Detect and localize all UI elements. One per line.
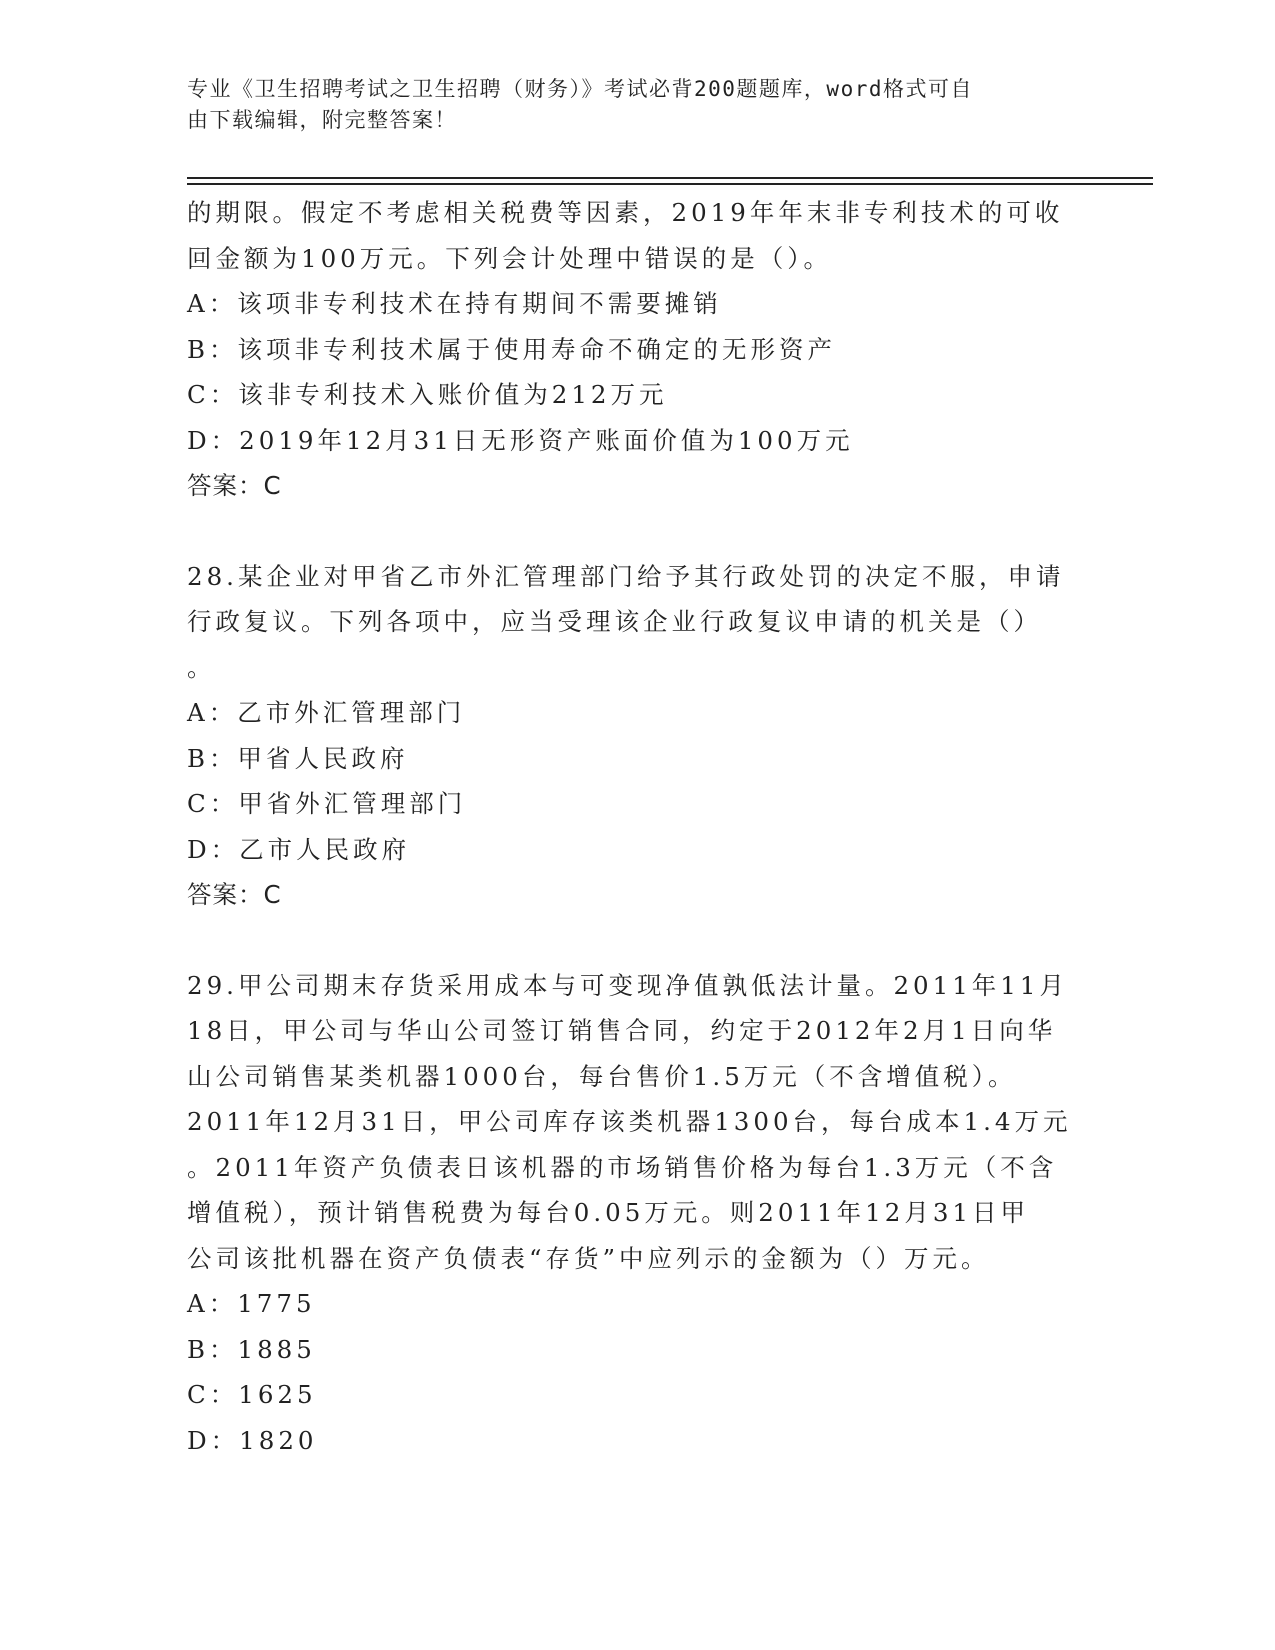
question-stem-line: 2011年12月31日，甲公司库存该类机器1300台，每台成本1.4万元 [187, 1107, 1072, 1136]
question-stem-line: 增值税），预计销售税费为每台0.05万元。则2011年12月31日甲 [187, 1198, 1029, 1227]
question-stem-line: 的期限。假定不考虑相关税费等因素，2019年年末非专利技术的可收 [187, 198, 1064, 227]
option-d: D：乙市人民政府 [187, 834, 411, 864]
header-divider-bottom [187, 183, 1153, 185]
option-c: C：该非专利技术入账价值为212万元 [187, 380, 668, 409]
question-stem-line: 山公司销售某类机器1000台，每台售价1.5万元（不含增值税）。 [187, 1061, 1017, 1091]
header-line-2: 由下载编辑，附完整答案！ [187, 108, 457, 132]
answer-line: 答案：C [187, 471, 282, 500]
question-stem-line: 28.某企业对甲省乙市外汇管理部门给予其行政处罚的决定不服，申请 [187, 561, 1065, 591]
document-header [187, 74, 1067, 136]
question-27 [187, 190, 1087, 509]
question-28 [187, 554, 1087, 918]
option-d: D：1820 [187, 1425, 318, 1455]
option-c: C：甲省外汇管理部门 [187, 789, 467, 818]
spacer [187, 509, 1087, 554]
option-b: B：1885 [187, 1334, 316, 1364]
option-c: C：1625 [187, 1380, 317, 1409]
header-line-1: 专业《卫生招聘考试之卫生招聘（财务）》考试必背200题题库，word格式可自 [187, 77, 973, 101]
question-stem-line: 29.甲公司期末存货采用成本与可变现净值孰低法计量。2011年11月 [187, 970, 1068, 1000]
option-b: B：该项非专利技术属于使用寿命不确定的无形资产 [187, 334, 837, 364]
option-d: D：2019年12月31日无形资产账面价值为100万元 [187, 425, 854, 455]
question-stem-line: 。 [187, 652, 216, 682]
document-body [187, 190, 1087, 1463]
question-stem-line: 回金额为100万元。下列会计处理中错误的是（）。 [187, 243, 833, 273]
question-29 [187, 963, 1087, 1464]
question-stem-line: 。2011年资产负债表日该机器的市场销售价格为每台1.3万元（不含 [187, 1152, 1058, 1182]
header-divider-top [187, 177, 1153, 179]
option-b: B：甲省人民政府 [187, 743, 409, 773]
question-stem-line: 行政复议。下列各项中，应当受理该企业行政复议申请的机关是（） [187, 607, 1042, 636]
spacer [187, 918, 1087, 963]
option-a: A：乙市外汇管理部门 [187, 698, 466, 727]
question-stem-line: 18日，甲公司与华山公司签订销售合同，约定于2012年2月1日向华 [187, 1016, 1057, 1045]
question-stem-line: 公司该批机器在资产负债表“存货”中应列示的金额为（）万元。 [187, 1243, 990, 1273]
answer-line: 答案：C [187, 880, 282, 909]
option-a: A：该项非专利技术在持有期间不需要摊销 [187, 289, 722, 318]
option-a: A：1775 [187, 1289, 316, 1318]
